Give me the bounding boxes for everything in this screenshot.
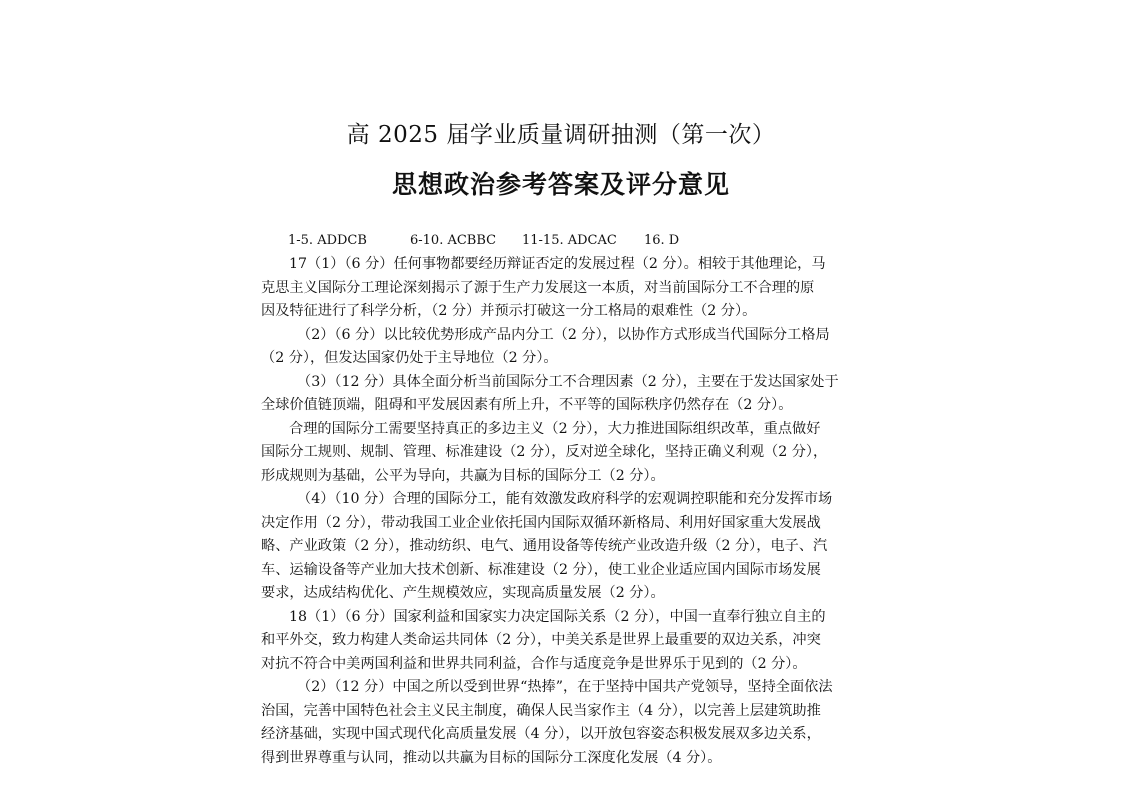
text-line: （4）（10 分）合理的国际分工，能有效激发政府科学的宏观调控职能和充分发挥市场	[297, 491, 833, 507]
text-line: 决定作用（2 分），带动我国工业企业依托国内国际双循环新格局、利用好国家重大发展战	[261, 514, 821, 531]
text-line: 国际分工规则、规制、管理、标准建设（2 分），反对逆全球化，坚持正确义利观（2 分），	[261, 444, 828, 460]
text-line: 略、产业政策（2 分），推动纺织、电气、通用设备等传统产业改造升级（2 分），电子、汽	[261, 538, 828, 554]
text-line: 和平外交，致力构建人类命运共同体（2 分），中美关系是世界上最重要的双边关系，冲突	[261, 632, 821, 648]
text-line: （3）（12 分）具体全面分析当前国际分工不合理因素（2 分），主要在于发达国家处于	[297, 373, 839, 390]
text-line: 克思主义国际分工理论深刻揭示了源于生产力发展这一本质，对当前国际分工不合理的原	[261, 279, 815, 296]
text-line: 车、运输设备等产业加大技术创新、标准建设（2 分），使工业企业适应国内国际市场发展	[261, 561, 821, 578]
document-subtitle: 思想政治参考答案及评分意见	[391, 170, 730, 199]
text-line: 治国，完善中国特色社会主义民主制度，确保人民当家作主（4 分），以完善上层建筑助推	[261, 702, 821, 719]
text-line: 得到世界尊重与认同，推动以共赢为目标的国际分工深度化发展（4 分）。	[261, 749, 722, 766]
text-line: 17（1）（6 分）任何事物都要经历辩证否定的发展过程（2 分）。相较于其他理论，马	[289, 256, 826, 272]
text-line: 因及特征进行了科学分析，（2 分）并预示打破这一分工格局的艰难性（2 分）。	[261, 303, 757, 319]
text-line: 全球价值链顶端，阻碍和平发展因素有所上升，不平等的国际秩序仍然存在（2 分）。	[261, 397, 793, 413]
text-line: 对抗不符合中美两国利益和世界共同利益，合作与适度竞争是世界乐于见到的（2 分）。	[261, 655, 807, 672]
text-line: 经济基础，实现中国式现代化高质量发展（4 分），以开放包容姿态积极发展双多边关系，	[261, 726, 821, 742]
text-line: （2）（6 分）以比较优势形成产品内分工（2 分），以协作方式形成当代国际分工格局	[297, 326, 830, 343]
text-line: 形成规则为基础，公平为导向，共赢为目标的国际分工（2 分）。	[261, 467, 665, 484]
answer-group-6-10: 6-10. ACBBC	[410, 233, 497, 248]
text-line: （2）（12 分）中国之所以受到世界“热捧”，在于坚持中国共产党领导，坚持全面依法	[297, 679, 833, 695]
answer-group-16: 16. D	[644, 233, 680, 248]
document-title: 高 2025 届学业质量调研抽测（第一次）	[346, 122, 776, 148]
text-line: （2 分），但发达国家仍处于主导地位（2 分）。	[261, 350, 558, 366]
text-line: 合理的国际分工需要坚持真正的多边主义（2 分），大力推进国际组织改革，重点做好	[289, 420, 821, 437]
answer-body	[261, 253, 861, 770]
answer-group-11-15: 11-15. ADCAC	[522, 233, 617, 248]
text-line: 要求，达成结构优化、产生规模效应，实现高质量发展（2 分）。	[261, 585, 665, 601]
text-line: 18（1）（6 分）国家利益和国家实力决定国际关系（2 分），中国一直奉行独立自主的	[289, 608, 826, 625]
multiple-choice-answers	[288, 231, 679, 251]
answer-group-1-5: 1-5. ADDCB	[288, 233, 367, 248]
